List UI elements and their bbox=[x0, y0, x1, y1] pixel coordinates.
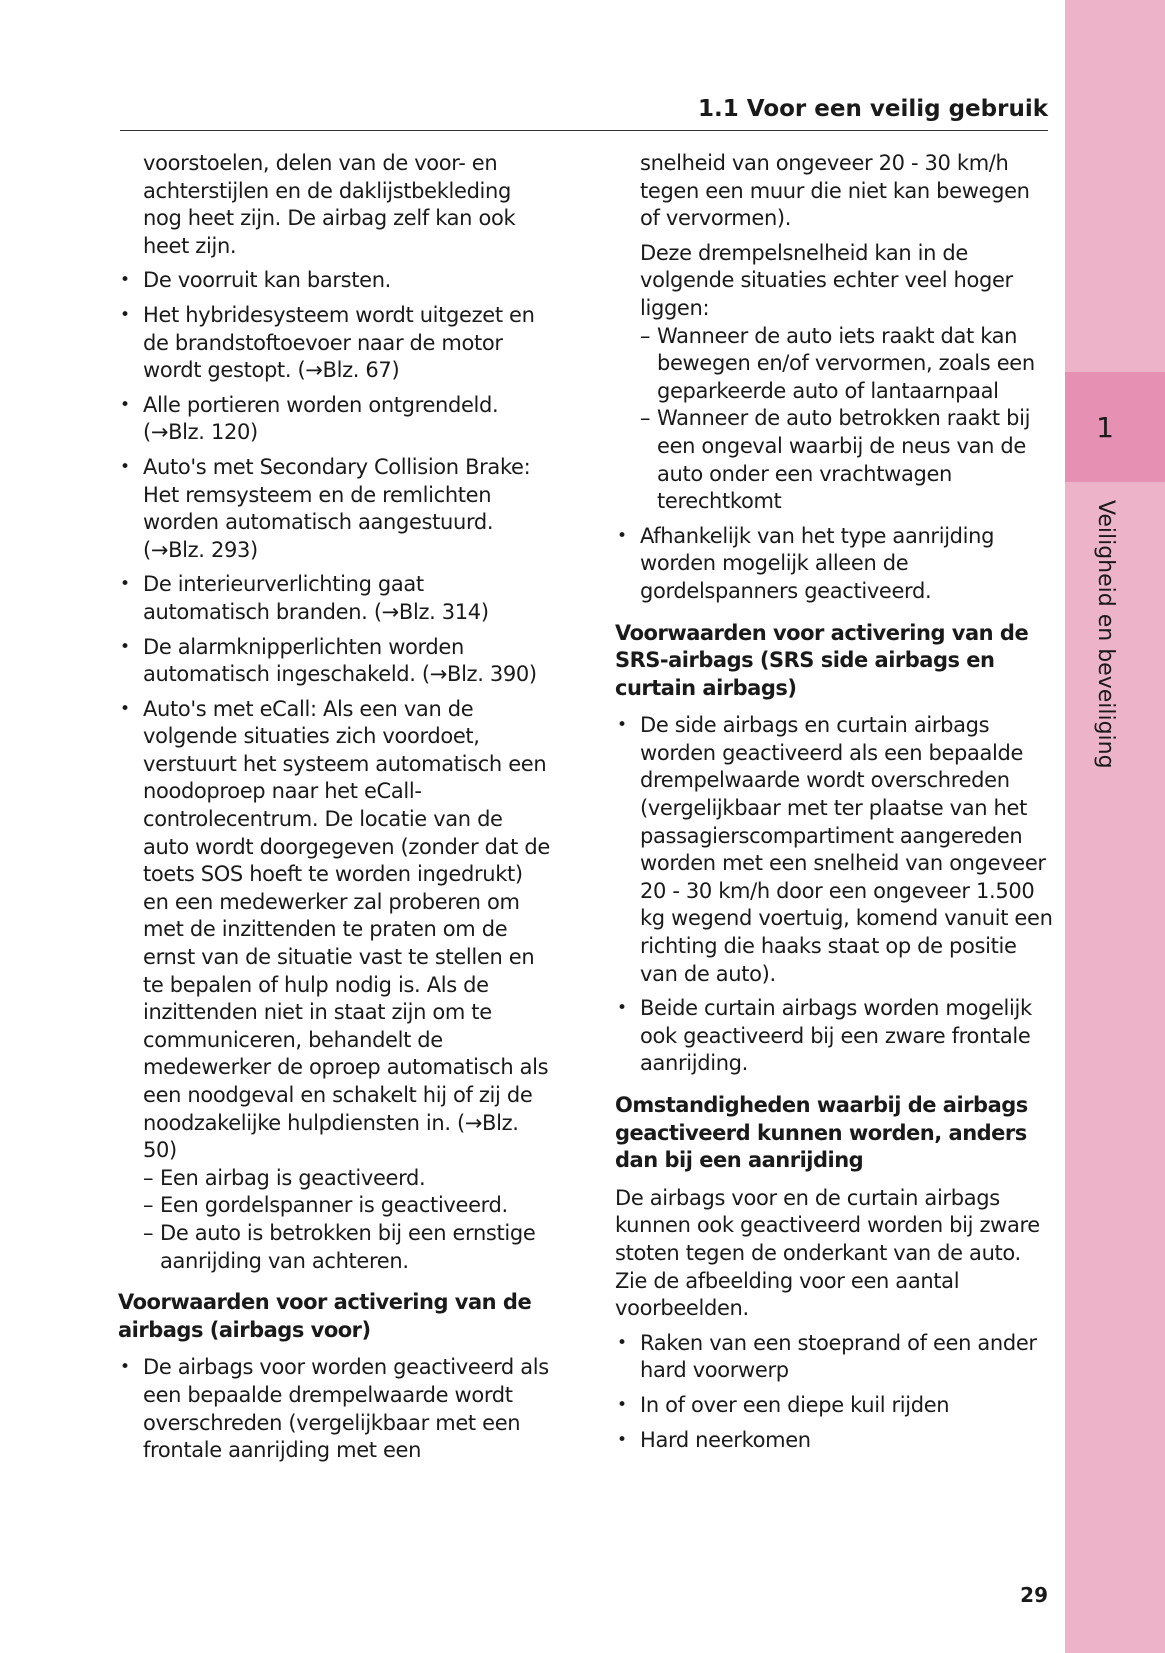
list-item: • De side airbags en curtain airbags worden geactiveerd als een bepaalde drempelwaarde wordt overschreden (vergelijkbaar met ter plaatse van het passagierscompartiment aangereden worden met een snelheid van ongeveer 20 - 30 km/h door een ongeveer 1.500 kg wegend voertuig, komend vanuit een richting die haaks staat op de positie van de auto). bbox=[615, 712, 1055, 988]
list-item: • Afhankelijk van het type aanrijding worden mogelijk alleen de gordelspanners geactiveerd. bbox=[615, 523, 1055, 606]
page-number: 29 bbox=[1020, 1583, 1048, 1607]
continued-paragraph: snelheid van ongeveer 20 - 30 km/h tegen een muur die niet kan bewegen of vervormen). bbox=[640, 151, 1030, 231]
dash-item bbox=[143, 1165, 550, 1193]
dash-item bbox=[640, 323, 1055, 406]
list-item: • De alarmknipperlichten worden automatisch ingeschakeld. (→Blz. 390) bbox=[118, 634, 550, 689]
continued-paragraph: voorstoelen, delen van de voor- en achterstijlen en de daklijstbekleding nog heet zijn. De airbag zelf kan ook heet zijn. bbox=[143, 151, 516, 258]
dash-text: Wanneer de auto betrokken raakt bij een ongeval waarbij de neus van de auto onder een vrachtwagen terechtkomt bbox=[657, 406, 1031, 514]
chapter-label: Veiligheid en beveiliging bbox=[1093, 500, 1118, 769]
list-item: • Alle portieren worden ontgrendeld. (→Blz. 120) bbox=[118, 392, 550, 447]
dash-text: De auto is betrokken bij een ernstige aanrijding van achteren. bbox=[160, 1220, 536, 1273]
list-item-ecall: • Auto's met eCall: Als een van de volgende situaties zich voordoet, verstuurt het systeem automatisch een noodoproep naar het eCall-controlecentrum. De locatie van de auto wordt doorgegeven (zonder dat de toets SOS hoeft te worden ingedrukt) en een medewerker zal proberen om met de inzittenden te praten om de ernst van de situatie vast te stellen en te bepalen of hulp nodig is. Als de inzittenden niet in staat zijn om te communiceren, behandelt de medewerker de oproep automatisch als een noodgeval en schakelt hij of zij de noodzakelijke hulpdiensten in. (→Blz. 50) bbox=[118, 696, 550, 1165]
list-item: • De interieurverlichting gaat automatisch branden. (→Blz. 314) bbox=[118, 571, 550, 626]
dash-mark: – bbox=[640, 406, 651, 431]
side-tab-strip bbox=[1065, 0, 1165, 1653]
dash-mark: – bbox=[640, 323, 651, 348]
list-item: • Hard neerkomen bbox=[615, 1427, 1055, 1455]
dash-mark: – bbox=[143, 1220, 154, 1245]
section-title: 1.1 Voor een veilig gebruik bbox=[698, 96, 1048, 122]
dash-mark: – bbox=[143, 1193, 154, 1218]
chapter-number: 1 bbox=[1096, 410, 1114, 444]
ecall-conditions bbox=[118, 1165, 550, 1275]
dash-item bbox=[143, 1220, 550, 1275]
heading-side-airbags: Voorwaarden voor activering van de SRS-airbags (SRS side airbags en curtain airbags) bbox=[615, 620, 1029, 700]
dash-text: Wanneer de auto iets raakt dat kan bewegen en/of vervormen, zoals een geparkeerde auto of lantaarnpaal bbox=[657, 323, 1035, 403]
threshold-intro: Deze drempelsnelheid kan in de volgende situaties echter veel hoger liggen: bbox=[640, 240, 1013, 320]
list-item: • In of over een diepe kuil rijden bbox=[615, 1392, 1055, 1420]
dash-text: Een airbag is geactiveerd. bbox=[160, 1165, 426, 1190]
dash-item bbox=[143, 1192, 550, 1220]
list-item: • De voorruit kan barsten. bbox=[118, 267, 550, 295]
heading-other-circumstances: Omstandigheden waarbij de airbags geactiveerd kunnen worden, anders dan bij een aanrijding bbox=[615, 1093, 1028, 1173]
list-item: • De airbags voor worden geactiveerd als een bepaalde drempelwaarde wordt overschreden (vergelijkbaar met een frontale aanrijding met een bbox=[118, 1354, 550, 1464]
dash-mark: – bbox=[143, 1165, 154, 1190]
threshold-conditions bbox=[615, 323, 1055, 516]
chapter-tab bbox=[1065, 372, 1165, 482]
list-item: • Auto's met Secondary Collision Brake: Het remsysteem en de remlichten worden automatisch aangestuurd. (→Blz. 293) bbox=[118, 454, 550, 564]
right-column bbox=[615, 150, 1055, 1461]
left-column bbox=[118, 150, 550, 1472]
list-item: • Het hybridesysteem wordt uitgezet en de brandstoftoevoer naar de motor wordt gestopt. (→Blz. 67) bbox=[118, 302, 550, 385]
heading-front-airbags: Voorwaarden voor activering van de airbags (airbags voor) bbox=[118, 1290, 532, 1342]
other-intro: De airbags voor en de curtain airbags kunnen ook geactiveerd worden bij zware stoten tegen de onderkant van de auto. Zie de afbeelding voor een aantal voorbeelden. bbox=[615, 1185, 1040, 1321]
dash-item bbox=[640, 405, 1055, 515]
dash-text: Een gordelspanner is geactiveerd. bbox=[160, 1193, 508, 1218]
list-item: • Beide curtain airbags worden mogelijk ook geactiveerd bij een zware frontale aanrijding. bbox=[615, 995, 1055, 1078]
list-item: • Raken van een stoeprand of een ander hard voorwerp bbox=[615, 1330, 1055, 1385]
header-divider bbox=[120, 130, 1048, 131]
